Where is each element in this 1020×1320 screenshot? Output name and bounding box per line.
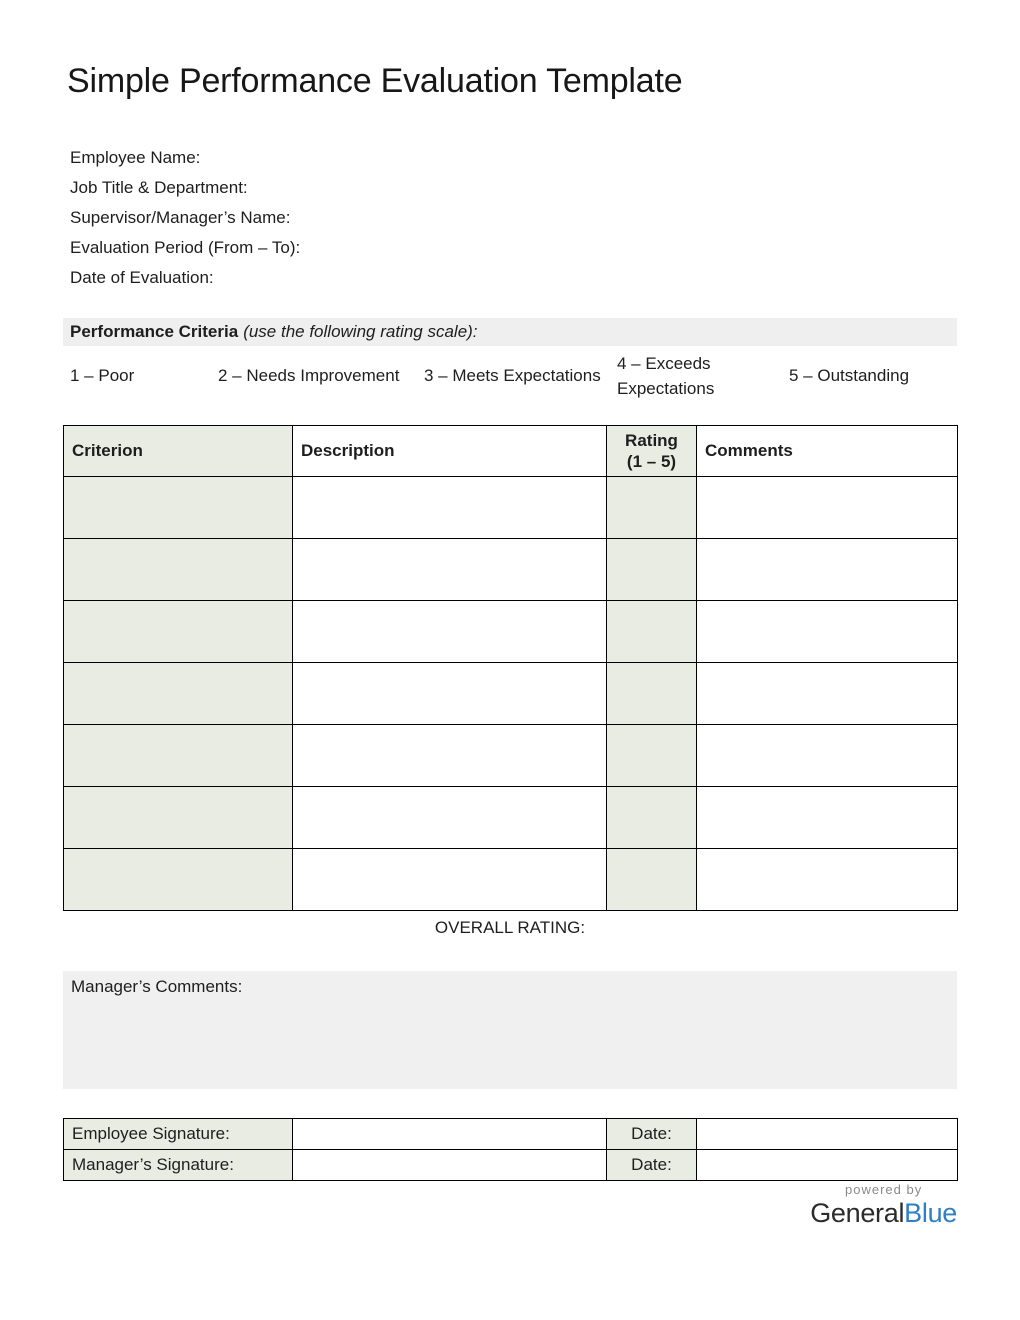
rating-cell[interactable] — [607, 848, 697, 910]
employee-name-label: Employee Name: — [70, 147, 201, 167]
powered-by-text: powered by — [844, 1182, 923, 1197]
criterion-cell[interactable] — [64, 600, 293, 662]
scale-item-exceeds-expectations: 4 – Exceeds Expectations — [617, 353, 715, 398]
comments-cell[interactable] — [697, 848, 958, 910]
table-row — [64, 848, 958, 910]
job-title-department-label: Job Title & Department: — [70, 177, 248, 197]
table-row — [64, 538, 958, 600]
general-blue-branding — [810, 1182, 957, 1229]
rating-cell[interactable] — [607, 600, 697, 662]
evaluation-period-label: Evaluation Period (From – To): — [70, 237, 301, 257]
table-row — [64, 724, 958, 786]
supervisor-manager-name-label: Supervisor/Manager’s Name: — [70, 207, 291, 227]
description-cell[interactable] — [293, 662, 607, 724]
rating-scale-legend — [63, 351, 957, 401]
description-cell[interactable] — [293, 724, 607, 786]
rating-cell[interactable] — [607, 662, 697, 724]
criterion-cell[interactable] — [64, 786, 293, 848]
scale-item-needs-improvement: 2 – Needs Improvement — [218, 366, 400, 386]
table-row — [64, 600, 958, 662]
table-row — [64, 786, 958, 848]
rating-scale-note: (use the following rating scale): — [243, 321, 478, 341]
comments-cell[interactable] — [697, 476, 958, 538]
employee-signature-field[interactable] — [293, 1118, 607, 1149]
scale-item-outstanding: 5 – Outstanding — [789, 366, 910, 386]
comments-cell[interactable] — [697, 662, 958, 724]
employee-info-block — [63, 143, 957, 293]
evaluation-table — [63, 425, 958, 911]
manager-signature-row — [64, 1149, 958, 1180]
comments-column-header: Comments — [697, 425, 958, 476]
description-cell[interactable] — [293, 848, 607, 910]
description-cell[interactable] — [293, 786, 607, 848]
brand-general-text: General — [810, 1198, 905, 1228]
table-row — [64, 476, 958, 538]
performance-criteria-title: Performance Criteria — [70, 321, 239, 341]
scale-item-meets-expectations: 3 – Meets Expectations — [424, 366, 601, 386]
description-column-header: Description — [293, 425, 607, 476]
rating-cell[interactable] — [607, 476, 697, 538]
criterion-cell[interactable] — [64, 538, 293, 600]
manager-date-field[interactable] — [697, 1149, 958, 1180]
rating-column-header — [607, 425, 697, 476]
criterion-cell[interactable] — [64, 476, 293, 538]
comments-cell[interactable] — [697, 724, 958, 786]
date-of-evaluation-label: Date of Evaluation: — [70, 267, 214, 287]
employee-date-field[interactable] — [697, 1118, 958, 1149]
brand-blue-text: Blue — [904, 1198, 957, 1228]
manager-date-label: Date: — [607, 1149, 697, 1180]
comments-cell[interactable] — [697, 786, 958, 848]
employee-signature-row — [64, 1118, 958, 1149]
general-blue-logo — [810, 1198, 957, 1229]
criterion-cell[interactable] — [64, 662, 293, 724]
criterion-column-header: Criterion — [64, 425, 293, 476]
table-row — [64, 662, 958, 724]
overall-rating-label: OVERALL RATING: — [434, 917, 586, 937]
criterion-cell[interactable] — [64, 848, 293, 910]
rating-cell[interactable] — [607, 538, 697, 600]
manager-signature-field[interactable] — [293, 1149, 607, 1180]
rating-cell[interactable] — [607, 786, 697, 848]
description-cell[interactable] — [293, 476, 607, 538]
comments-cell[interactable] — [697, 600, 958, 662]
employee-date-label: Date: — [607, 1118, 697, 1149]
rating-cell[interactable] — [607, 724, 697, 786]
evaluation-table-header-row — [64, 425, 958, 476]
criterion-cell[interactable] — [64, 724, 293, 786]
manager-comments-box[interactable] — [63, 971, 957, 1089]
scale-item-poor: 1 – Poor — [70, 366, 135, 386]
rating-header-line2: (1 – 5) — [626, 451, 677, 471]
employee-signature-label: Employee Signature: — [64, 1118, 293, 1149]
page-title: Simple Performance Evaluation Template — [67, 62, 683, 100]
performance-criteria-heading — [63, 318, 957, 346]
manager-signature-label: Manager’s Signature: — [64, 1149, 293, 1180]
rating-header-line1: Rating — [625, 430, 678, 450]
manager-comments-label: Manager’s Comments: — [71, 976, 243, 996]
signature-table — [63, 1118, 958, 1181]
evaluation-table-body — [64, 476, 958, 910]
description-cell[interactable] — [293, 600, 607, 662]
description-cell[interactable] — [293, 538, 607, 600]
comments-cell[interactable] — [697, 538, 958, 600]
